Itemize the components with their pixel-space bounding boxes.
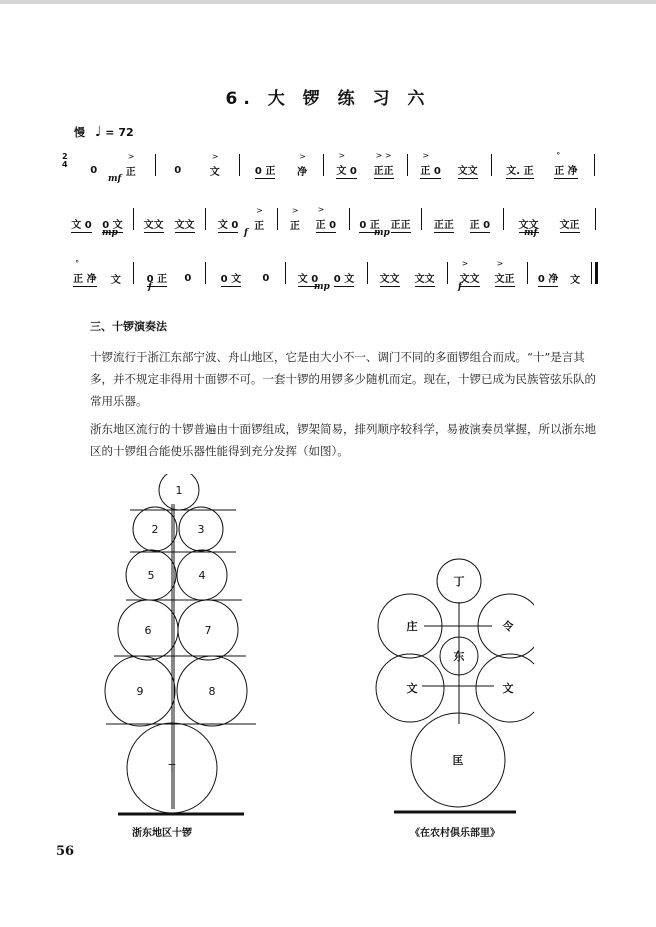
measure: 0 > 文 — [174, 151, 220, 178]
gong-label: 庄 — [406, 620, 418, 633]
measure: 文文 文文 — [134, 204, 204, 244]
measure: > 文 0 > > 正正 — [336, 150, 394, 177]
measure: 文. 正 ° 正 净 — [506, 150, 578, 177]
gong-label: 4 — [198, 569, 206, 582]
score-line-3 — [62, 258, 602, 298]
tempo-marking — [74, 124, 134, 140]
quarter-note-icon: ♩ — [94, 124, 102, 140]
measure: 文文 文文 — [368, 258, 446, 298]
dynamic-mf: mf — [108, 174, 122, 184]
gong-label: 丁 — [453, 575, 465, 588]
score-line-1 — [62, 150, 602, 190]
dynamic-f: f — [458, 282, 462, 292]
measure: 0 > 正 — [90, 151, 136, 178]
dynamic-mp: mp — [374, 228, 390, 238]
measure: > 文文 > 文正 — [459, 258, 515, 285]
score-line-2 — [62, 204, 602, 244]
gong-label: 匡 — [452, 754, 464, 767]
section-heading: 三、十锣演奏法 — [90, 320, 167, 333]
measure: 文 0 > 正 — [217, 205, 265, 232]
page-number: 56 — [56, 844, 75, 859]
dynamic-mf: mf — [524, 228, 538, 238]
measure: 0 正 正正 — [350, 204, 420, 244]
measure: > 正 0 文文 — [420, 150, 478, 177]
gong-label: 1 — [175, 484, 183, 497]
gong-label: 8 — [208, 685, 216, 698]
measure: 0 正 0 — [134, 258, 204, 298]
gong-label: 7 — [204, 624, 212, 637]
measure: 0 净 文 — [528, 258, 590, 298]
measure: 文 0 0 文 — [62, 204, 132, 244]
tempo-value: = 72 — [105, 126, 134, 139]
gong-label: 3 — [197, 523, 205, 536]
measure: > 正 > 正 0 — [289, 204, 337, 232]
gong-arrangement-figure — [374, 554, 534, 816]
measure: 正正 正 0 — [422, 204, 502, 244]
ten-gong-rack-figure — [96, 474, 266, 816]
paragraph-1: 十锣流行于浙江东部宁波、舟山地区，它是由大小不一、调门不同的多面锣组合而成。“十”是言其多，并不规定非得用十面锣不可。一套十锣的用锣多少随机而定。现在，十锣已成为民族管弦乐队的常用乐器。 — [90, 350, 596, 408]
gong-label: 令 — [502, 620, 514, 633]
page-title: 6. 大 锣 练 习 六 — [225, 89, 431, 109]
measure: 文 0 0 文 — [286, 258, 366, 298]
measure: 文文 文正 — [504, 204, 594, 244]
gong-label: T — [168, 762, 176, 775]
dynamic-mp: mp — [314, 282, 330, 292]
paragraph-2: 浙东地区流行的十锣普遍由十面锣组成，锣架简易，排列顺序较科学，易被演奏员掌握，所以浙东地区的十锣组合能使乐器性能得到充分发挥（如图）。 — [90, 422, 596, 458]
tempo-word: 慢 — [74, 126, 85, 139]
dynamic-mp: mp — [102, 228, 118, 238]
figure-caption-right: 《在农村俱乐部里》 — [410, 828, 500, 839]
gong-label: 东 — [453, 650, 465, 663]
figure-caption-left: 浙东地区十锣 — [132, 828, 192, 839]
dynamic-f: f — [148, 282, 152, 292]
measure: 0 正 > 净 — [254, 151, 308, 178]
gong-label: 2 — [151, 523, 159, 536]
gong-label: 6 — [144, 624, 152, 637]
measure: ° 正 净 文 — [73, 258, 121, 286]
gong-label: 9 — [136, 685, 144, 698]
gong-label: 5 — [147, 569, 155, 582]
gong-label: 文 — [502, 682, 514, 695]
measure: 0 文 0 — [206, 258, 284, 298]
time-signature: 2 4 — [62, 152, 68, 169]
gong-label: 文 — [406, 682, 418, 695]
top-scan-line — [0, 0, 656, 4]
dynamic-f: f — [244, 228, 248, 238]
